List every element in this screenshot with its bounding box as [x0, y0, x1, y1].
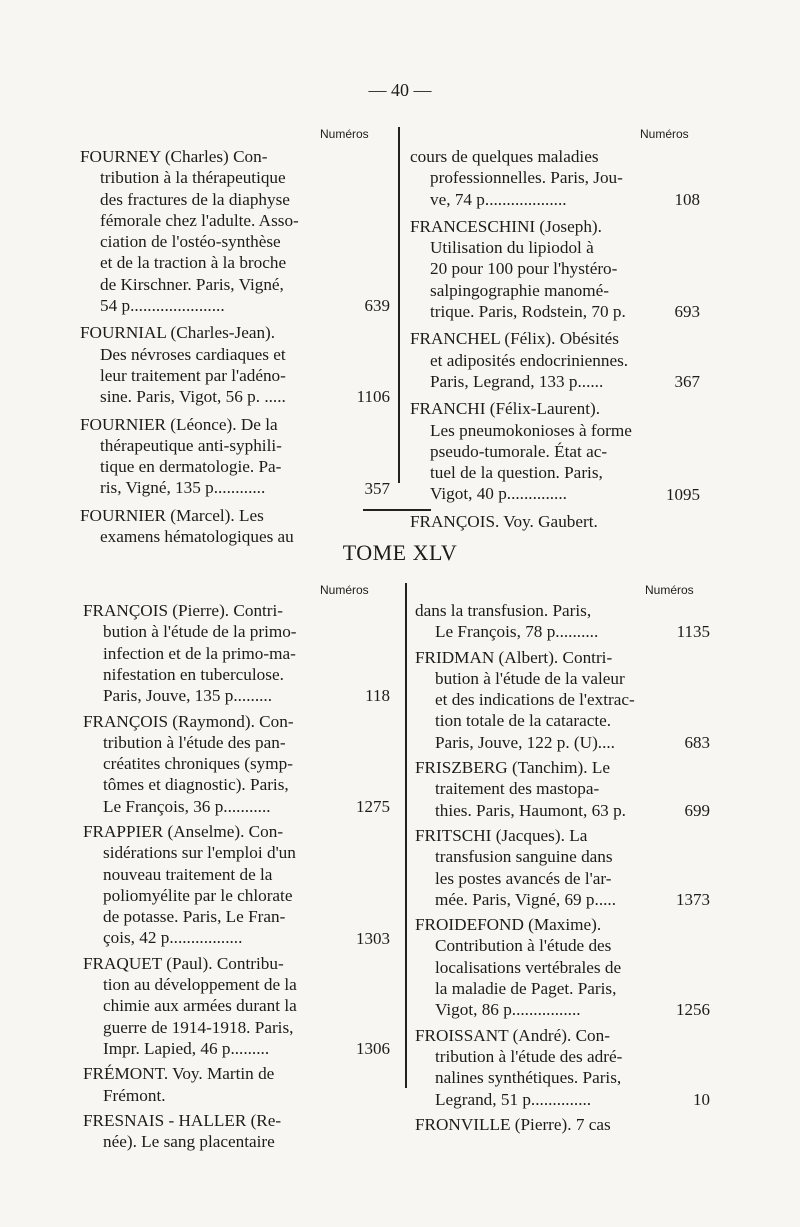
index-entry — [80, 414, 345, 499]
entry-line: sine. Paris, Vigot, 56 p. ..... — [100, 387, 286, 407]
entry-number: 1256 — [676, 1000, 710, 1020]
entry-line: FRANCHEL (Félix). Obésités — [410, 329, 619, 349]
index-entry — [410, 146, 675, 210]
index-entry — [415, 914, 653, 1020]
entry-number: 367 — [674, 372, 700, 391]
entry-number: 108 — [674, 189, 700, 209]
entry-line: tion au développement de la — [103, 975, 297, 995]
column-header-bottom-right: Numéros — [645, 583, 694, 597]
entry-line: et adiposités endocriniennes. — [430, 350, 629, 370]
entry-number: 1106 — [356, 387, 390, 407]
entry-line: Paris, Legrand, 133 p...... — [430, 371, 604, 391]
entry-line: nalines synthétiques. Paris, — [435, 1068, 622, 1088]
page-number: — 40 — — [368, 80, 432, 100]
entry-line: 54 p...................... — [100, 296, 225, 316]
entry-line: traitement des mastopa- — [435, 779, 600, 799]
entry-number: 1373 — [676, 889, 710, 909]
entry-line: ciation de l'ostéo-synthèse — [100, 232, 281, 252]
entry-line: FRÉMONT. Voy. Martin de — [83, 1064, 275, 1084]
entry-line: FRANÇOIS. Voy. Gaubert. — [410, 511, 598, 531]
entry-line: sidérations sur l'emploi d'un — [103, 843, 296, 863]
entry-number: 699 — [684, 800, 710, 820]
entry-line: poliomyélite par le chlorate — [103, 885, 293, 905]
entry-line: FOURNIAL (Charles-Jean). — [80, 323, 276, 343]
entry-line: FROISSANT (André). Con- — [415, 1025, 610, 1045]
entry-line: salpingographie manomé- — [430, 280, 609, 300]
entry-line: Des névroses cardiaques et — [100, 344, 286, 364]
entry-line: tion totale de la cataracte. — [435, 711, 612, 731]
entry-number: 1135 — [676, 622, 710, 642]
column-header-top-left: Numéros — [320, 127, 369, 141]
column-divider-top — [398, 127, 400, 483]
entry-line: Frémont. — [103, 1085, 166, 1105]
entry-line: Paris, Jouve, 135 p......... — [103, 686, 273, 706]
index-entry — [80, 505, 345, 548]
entry-line: çois, 42 p................. — [103, 928, 243, 948]
entry-line: FRITSCHI (Jacques). La — [415, 826, 588, 845]
entry-number: 683 — [684, 732, 710, 752]
entry-line: dans la transfusion. Paris, — [415, 601, 592, 620]
entry-line: de potasse. Paris, Le Fran- — [103, 907, 286, 927]
entry-number: 1303 — [356, 928, 390, 948]
entry-number: 1275 — [356, 796, 390, 816]
entry-line: FOURNIER (Léonce). De la — [80, 414, 278, 434]
entry-line: professionnelles. Paris, Jou- — [430, 168, 623, 188]
entry-line: FRANÇOIS (Raymond). Con- — [83, 711, 294, 731]
entry-line: bution à l'étude de la primo- — [103, 622, 297, 642]
index-entry — [410, 511, 675, 532]
entry-line: des fractures de la diaphyse — [100, 189, 290, 209]
entry-line: transfusion sanguine dans — [435, 847, 613, 867]
entry-line: créatites chroniques (symp- — [103, 754, 293, 774]
entry-line: Le François, 36 p........... — [103, 796, 271, 816]
entry-line: FRANÇOIS (Pierre). Contri- — [83, 601, 284, 620]
entry-line: pseudo-tumorale. État ac- — [430, 441, 608, 461]
entry-line: née). Le sang placentaire — [103, 1132, 275, 1152]
entry-line: les postes avancés de l'ar- — [435, 868, 612, 888]
entry-line: tribution à l'étude des pan- — [103, 732, 286, 752]
entry-line: Contribution à l'étude des — [435, 936, 612, 956]
entry-line: de Kirschner. Paris, Vigné, — [100, 274, 284, 294]
entry-line: fémorale chez l'adulte. Asso- — [100, 210, 299, 230]
entry-number: 1095 — [666, 484, 700, 504]
entry-line: infection et de la primo-ma- — [103, 643, 296, 663]
entry-line: mée. Paris, Vigné, 69 p..... — [435, 889, 617, 909]
entry-line: FRISZBERG (Tanchim). Le — [415, 758, 610, 778]
entry-line: FOURNEY (Charles) Con- — [80, 147, 268, 166]
entry-line: Impr. Lapied, 46 p......... — [103, 1038, 270, 1058]
entry-line: FRAQUET (Paul). Contribu- — [83, 953, 284, 973]
index-entry — [415, 1114, 653, 1135]
entry-line: leur traitement par l'adéno- — [100, 365, 286, 385]
index-entry — [83, 953, 343, 1059]
index-entry — [415, 1025, 653, 1110]
entry-line: FRANCESCHINI (Joseph). — [410, 216, 602, 236]
entry-line: 20 pour 100 pour l'hystéro- — [430, 259, 618, 279]
index-entry — [83, 1063, 343, 1106]
column-header-bottom-left: Numéros — [320, 583, 369, 597]
entry-line: FRIDMAN (Albert). Contri- — [415, 647, 613, 667]
entry-line: FROIDEFOND (Maxime). — [415, 915, 602, 935]
index-entry — [415, 600, 653, 643]
index-entry — [410, 398, 675, 504]
entry-line: tribution à l'étude des adré- — [435, 1046, 623, 1066]
entry-line: Vigot, 86 p................ — [435, 1000, 581, 1020]
index-entry — [83, 1110, 343, 1153]
entry-line: guerre de 1914-1918. Paris, — [103, 1017, 294, 1037]
entry-line: trique. Paris, Rodstein, 70 p. — [430, 302, 626, 322]
index-entry — [80, 146, 345, 316]
entry-line: examens hématologiques au — [100, 527, 294, 547]
entry-line: localisations vertébrales de — [435, 957, 622, 977]
entry-line: thies. Paris, Haumont, 63 p. — [435, 800, 626, 820]
entry-line: Vigot, 40 p.............. — [430, 484, 567, 504]
entry-line: bution à l'étude de la valeur — [435, 668, 625, 688]
entry-line: nifestation en tuberculose. — [103, 664, 284, 684]
entry-line: FRONVILLE (Pierre). 7 cas — [415, 1114, 611, 1134]
entry-line: ve, 74 p................... — [430, 189, 567, 209]
entry-number: 118 — [365, 686, 390, 706]
entry-line: tuel de la question. Paris, — [430, 463, 603, 483]
entry-line: et de la traction à la broche — [100, 253, 287, 273]
entry-line: tribution à la thérapeutique — [100, 168, 286, 188]
entry-line: tômes et diagnostic). Paris, — [103, 775, 289, 795]
entry-line: FOURNIER (Marcel). Les — [80, 505, 264, 525]
entry-number: 10 — [693, 1089, 710, 1109]
entry-line: ris, Vigné, 135 p............ — [100, 478, 266, 498]
entry-number: 1306 — [356, 1039, 390, 1058]
index-entry — [415, 647, 653, 753]
entry-line: tique en dermatologie. Pa- — [100, 457, 282, 477]
entry-line: nouveau traitement de la — [103, 864, 273, 884]
entry-line: la maladie de Paget. Paris, — [435, 979, 617, 999]
entry-line: chimie aux armées durant la — [103, 996, 297, 1016]
index-entry — [415, 757, 653, 821]
entry-line: Legrand, 51 p.............. — [435, 1089, 592, 1109]
entry-line: cours de quelques maladies — [410, 147, 599, 166]
index-entry — [80, 322, 345, 407]
entry-number: 639 — [364, 296, 390, 316]
entry-line: Paris, Jouve, 122 p. (U).... — [435, 732, 615, 752]
index-entry — [415, 825, 653, 910]
entry-line: Utilisation du lipiodol à — [430, 238, 594, 258]
entry-line: FRESNAIS - HALLER (Re- — [83, 1110, 282, 1130]
entry-line: thérapeutique anti-syphili- — [100, 435, 282, 455]
index-entry — [83, 821, 343, 949]
column-divider-bottom — [405, 583, 407, 1088]
column-header-top-right: Numéros — [640, 127, 689, 141]
entry-number: 693 — [674, 302, 700, 322]
index-entry — [410, 216, 675, 322]
entry-line: FRAPPIER (Anselme). Con- — [83, 822, 284, 841]
entry-line: Les pneumokonioses à forme — [430, 420, 632, 440]
index-entry — [410, 328, 675, 392]
entry-line: et des indications de l'extrac- — [435, 690, 635, 710]
index-entry — [83, 600, 343, 706]
entry-line: FRANCHI (Félix-Laurent). — [410, 399, 600, 419]
entry-number: 357 — [364, 478, 390, 498]
index-entry — [83, 711, 343, 817]
section-title: TOME XLV — [342, 540, 458, 565]
entry-line: Le François, 78 p.......... — [435, 622, 599, 642]
